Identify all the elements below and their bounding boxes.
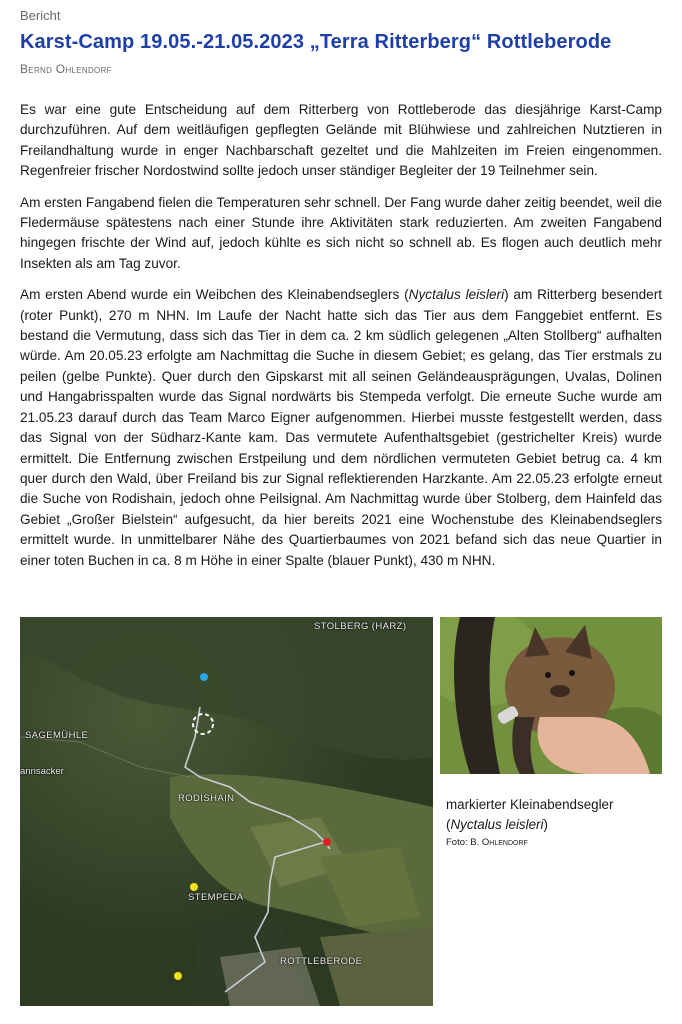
bat-image (440, 617, 662, 774)
satellite-map (20, 617, 433, 1006)
caption-line-1: markierter Kleinabendsegler (446, 797, 614, 812)
photo-caption (446, 795, 613, 835)
credit-prefix: Foto: B. (446, 837, 482, 848)
paragraph-3 (20, 285, 662, 571)
section-kicker: Bericht (20, 8, 61, 23)
map-label-stempeda: STEMPEDA (188, 892, 244, 903)
map-label-stolberg: STOLBERG (HARZ) (314, 621, 407, 632)
article-body (20, 100, 662, 582)
paragraph-3-rest: ) am Ritterberg besendert (roter Punkt), 270 m NHN. Im Laufe der Nacht hatte sich das Tier aus dem Fanggebiet entfernt. Es bestand die Vermutung, dass sich das Tier in dem ca. 2 km südlich gelegenen „Alten Stollberg“ aufhalten würde. Am 20.05.23 erfolgte am Nachmittag die Suche in diesem Gebiet; es gelang, das Tier erstmals zu peilen (gelbe Punkte). Quer durch den Gipskarst mit all seinen Geländeausprägungen, Uvalas, Dolinen und Hangabrisspalten wurde das Signal nordwärts bis Stempeda verfolgt. Die erneute Suche wurde am 21.05.23 darauf durch das Team Marco Eigner aufgenommen. Hierbei musste festgestellt werden, dass das Signal von der Südharz-Kante kam. Das vermutete Aufenthaltsgebiet (gestrichelter Kreis) wurde ermittelt. Die Entfernung zwischen Erstpeilung und dem nördlichen vermuteten Gebiet betrug ca. 4 km quer durch den Wald, über Freiland bis zur Signal reflektierenden Harzkante. Am 22.05.23 erfolgte erneut die Suche von Rodishain, jedoch ohne Peilsignal. Am Nachmittag wurde über Stolberg, dem Hainfeld das Gebiet „Großer Bielstein“ aufgesucht, da hier bereits 2021 eine Wochenstube des Kleinabendseglers ermittelt wurde. In unmittelbarer Nähe des Quartierbaumes von 2021 befand sich das neue Quartier in einer toten Buchen in ca. 8 m Höhe in einer Spalte (blauer Punkt), 430 m NHN. (20, 287, 662, 568)
roost-point-blue (200, 673, 208, 681)
map-label-rottleberode: ROTTLEBERODE (280, 956, 363, 967)
article-author: Bernd Ohlendorf (20, 62, 112, 76)
bat-photo (440, 617, 662, 774)
species-name: Nyctalus leisleri (408, 287, 505, 303)
photo-credit (446, 837, 528, 848)
caption-paren-close: ) (543, 817, 548, 832)
bearing-point-yellow (174, 972, 182, 980)
map-graphic (20, 617, 433, 1006)
caption-paren-open: ( (446, 817, 451, 832)
caption-species: Nyctalus leisleri (450, 817, 544, 832)
article-title: Karst-Camp 19.05.-21.05.2023 „Terra Ritterberg“ Rottleberode (20, 31, 612, 53)
paragraph-2: Am ersten Fangabend fielen die Temperaturen sehr schnell. Der Fang wurde daher zeitig beendet, weil die Fledermäuse spätestens nach einer Stunde ihre Aktivitäten stark reduzierten. Am zweiten Fangabend hingegen frischte der Wind auf, jedoch kühlte es sich nicht so schnell ab. Es flogen auch deutlich mehr Insekten als am Tag zuvor. (20, 194, 662, 271)
tagging-point-red (323, 838, 331, 846)
paragraph-1: Es war eine gute Entscheidung auf dem Ritterberg von Rottleberode das diesjährige Karst-Camp durchzuführen. Auf dem weitläufigen gepflegten Gelände mit Blühwiese und zahlreichen Nutztieren in Freilandhaltung wurde in enger Nachbarschaft gezeltet und die Mahlzeiten im Freien eingenommen. Regenfreier frischer Nordostwind sollte jedoch unser ständiger Begleiter der 19 Teilnehmer sein. (20, 102, 662, 179)
bearing-point-yellow (190, 883, 198, 891)
credit-author: Ohlendorf (481, 837, 528, 848)
caption-line-2 (446, 815, 613, 835)
map-label-sagemuehle: SAGEMÜHLE (25, 730, 89, 741)
map-label-rodishain: RODISHAIN (178, 793, 235, 804)
paragraph-3-start: Am ersten Abend wurde ein Weibchen des Kleinabendseglers ( (20, 287, 409, 303)
map-label-annsacker: annsacker (20, 766, 64, 777)
